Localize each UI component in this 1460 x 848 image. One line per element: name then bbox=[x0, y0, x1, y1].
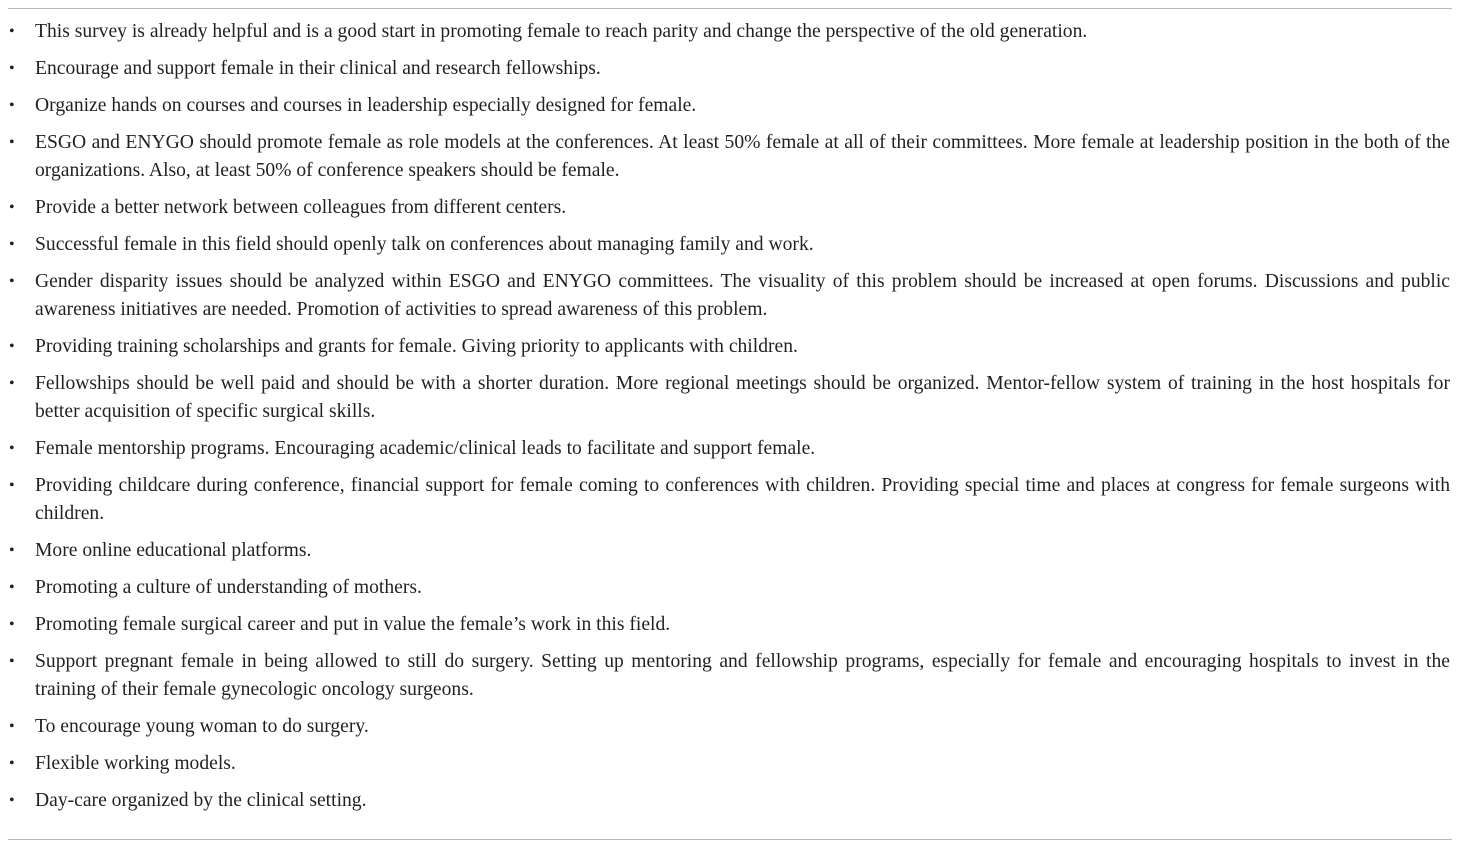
bullet-icon: • bbox=[9, 792, 15, 809]
list-item-text: To encourage young woman to do surgery. bbox=[35, 716, 369, 737]
list-item-text: Gender disparity issues should be analyzed within ESGO and ENYGO committees. The visuality of this problem should be increased at open forums. Discussions and public awareness initiatives are needed. Promotion of activities to spread awareness of this problem. bbox=[35, 271, 1450, 320]
list-item-text: Promoting a culture of understanding of mothers. bbox=[35, 577, 422, 598]
list-item bbox=[0, 129, 1460, 185]
table-bottom-rule bbox=[8, 839, 1452, 840]
list-item-text: Encourage and support female in their clinical and research fellowships. bbox=[35, 58, 601, 79]
list-item bbox=[0, 472, 1460, 528]
list-item-text: Providing childcare during conference, financial support for female coming to conferences with children. Providing special time and places at congress for female surgeons with children. bbox=[35, 475, 1450, 524]
bullet-icon: • bbox=[9, 134, 15, 151]
list-item bbox=[0, 435, 1460, 463]
list-item bbox=[0, 268, 1460, 324]
list-item-text: Promoting female surgical career and put in value the female’s work in this field. bbox=[35, 614, 671, 635]
list-item-text: Support pregnant female in being allowed to still do surgery. Setting up mentoring and fellowship programs, especially for female and encouraging hospitals to invest in the training of their female gynecologic oncology surgeons. bbox=[35, 651, 1450, 700]
list-item-text: ESGO and ENYGO should promote female as role models at the conferences. At least 50% female at all of their committees. More female at leadership position in the both of the organizations. Also, at least 50% of conference speakers should be female. bbox=[35, 132, 1450, 181]
suggestions-list bbox=[0, 18, 1460, 824]
list-item bbox=[0, 648, 1460, 704]
list-item bbox=[0, 231, 1460, 259]
bullet-icon: • bbox=[9, 199, 15, 216]
bullet-icon: • bbox=[9, 653, 15, 670]
list-item-text: Providing training scholarships and grants for female. Giving priority to applicants with children. bbox=[35, 336, 798, 357]
table-top-rule bbox=[8, 8, 1452, 9]
list-item-text: Female mentorship programs. Encouraging academic/clinical leads to facilitate and support female. bbox=[35, 438, 816, 459]
list-item bbox=[0, 92, 1460, 120]
bullet-icon: • bbox=[9, 338, 15, 355]
list-item bbox=[0, 750, 1460, 778]
list-item bbox=[0, 194, 1460, 222]
list-item bbox=[0, 18, 1460, 46]
list-item-text: Provide a better network between colleagues from different centers. bbox=[35, 197, 567, 218]
bullet-icon: • bbox=[9, 718, 15, 735]
bullet-icon: • bbox=[9, 616, 15, 633]
bullet-icon: • bbox=[9, 542, 15, 559]
list-item-text: Fellowships should be well paid and should be with a shorter duration. More regional meetings should be organized. Mentor-fellow system of training in the host hospitals for better acquisition of specific surgical skills. bbox=[35, 373, 1450, 422]
bullet-icon: • bbox=[9, 579, 15, 596]
list-item bbox=[0, 370, 1460, 426]
bullet-icon: • bbox=[9, 23, 15, 40]
list-item bbox=[0, 55, 1460, 83]
list-item bbox=[0, 333, 1460, 361]
list-item-text: More online educational platforms. bbox=[35, 540, 312, 561]
bullet-icon: • bbox=[9, 755, 15, 772]
list-item bbox=[0, 611, 1460, 639]
list-item bbox=[0, 574, 1460, 602]
list-item-text: This survey is already helpful and is a good start in promoting female to reach parity and change the perspective of the old generation. bbox=[35, 21, 1088, 42]
bullet-icon: • bbox=[9, 236, 15, 253]
list-item-text: Flexible working models. bbox=[35, 753, 236, 774]
bullet-icon: • bbox=[9, 273, 15, 290]
bullet-icon: • bbox=[9, 97, 15, 114]
list-item-text: Organize hands on courses and courses in leadership especially designed for female. bbox=[35, 95, 697, 116]
list-item-text: Successful female in this field should openly talk on conferences about managing family and work. bbox=[35, 234, 814, 255]
list-item bbox=[0, 787, 1460, 815]
bullet-icon: • bbox=[9, 375, 15, 392]
bullet-icon: • bbox=[9, 477, 15, 494]
bullet-icon: • bbox=[9, 60, 15, 77]
list-item-text: Day-care organized by the clinical setting. bbox=[35, 790, 367, 811]
list-item bbox=[0, 537, 1460, 565]
bullet-icon: • bbox=[9, 440, 15, 457]
list-item bbox=[0, 713, 1460, 741]
